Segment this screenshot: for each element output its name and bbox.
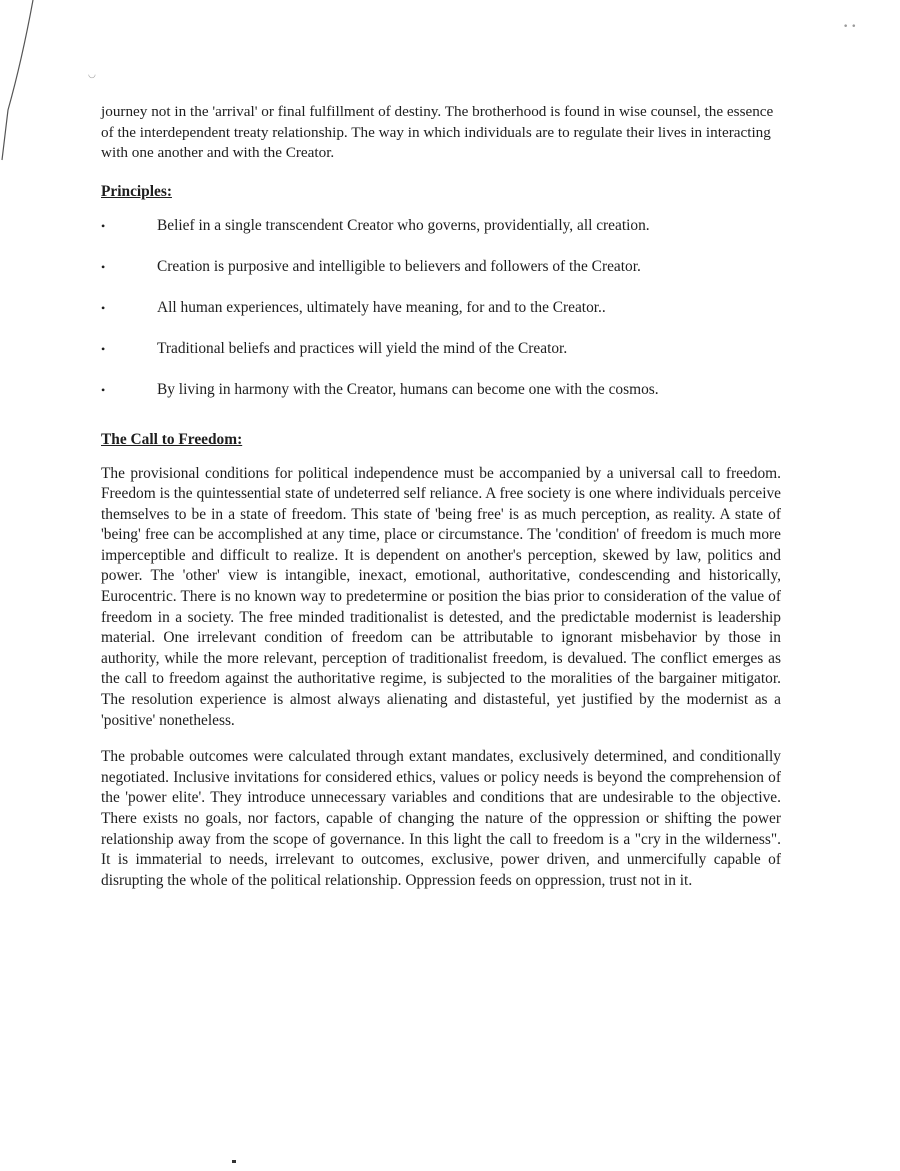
list-item — [101, 380, 781, 400]
list-item-text: All human experiences, ultimately have meaning, for and to the Creator.. — [157, 298, 606, 316]
list-item-text: By living in harmony with the Creator, humans can become one with the cosmos. — [157, 380, 659, 398]
call-to-freedom-heading: The Call to Freedom: — [101, 430, 243, 448]
body-paragraph: The probable outcomes were calculated through extant mandates, exclusively determined, and conditionally negotiated. Inclusive invitations for considered ethics, values or policy needs is beyond the comprehension of the 'power elite'. They introduce unnecessary variables and conditions that are undesirable to the objective. There exists no goals, nor factors, capable of changing the nature of the oppression or shifting the power relationship away from the scope of governance. In this light the call to freedom is a "cry in the wilderness". It is immaterial to needs, irrelevant to outcomes, exclusive, power driven, and unmercifully capable of disrupting the whole of the political relationship. Oppression feeds on oppression, trust not in it. — [101, 748, 781, 889]
list-item — [101, 339, 781, 359]
scan-edge-mark — [0, 0, 40, 180]
principles-heading: Principles: — [101, 182, 172, 200]
bullet-icon: • — [101, 341, 106, 356]
bullet-icon: • — [101, 259, 106, 274]
list-item — [101, 298, 781, 318]
scan-speck: • • — [843, 22, 857, 32]
scan-speck: ◡ — [88, 70, 96, 80]
list-item-text: Belief in a single transcendent Creator who governs, providentially, all creation. — [157, 216, 650, 234]
bullet-icon: • — [101, 300, 106, 315]
list-item — [101, 257, 781, 277]
body-paragraph: The provisional conditions for political independence must be accompanied by a universal call to freedom. Freedom is the quintessential state of undeterred self reliance. A free society is one where individuals perceive themselves to be in a state of freedom. This state of 'being free' is as much perception, as reality. A state of 'being' free can be accomplished at any time, place or circumstance. The 'condition' of freedom is much more imperceptible and difficult to realize. It is dependent on another's perception, skewed by law, politics and power. The 'other' view is intangible, inexact, emotional, authoritative, condescending and historically, Eurocentric. There is no known way to predetermine or position the bias prior to consideration of the value of freedom in a society. The free minded traditionalist is detested, and the predictable modernist is leadership material. One irrelevant condition of freedom can be attributable to ignorant misbehavior by those in authority, while the more relevant, perception of traditionalist freedom, is devalued. The conflict emerges as the call to freedom against the authoritative regime, is subjected to the moralities of the bargainer mitigator. The resolution experience is almost always alienating and distasteful, yet justified by the modernist as a 'positive' nonetheless. — [101, 464, 781, 729]
intro-paragraph: journey not in the 'arrival' or final fulfillment of destiny. The brotherhood is found in wise counsel, the essence of the interdependent treaty relationship. The way in which individuals are to regulate their lives in interacting with one another and with the Creator. — [101, 103, 774, 161]
list-item-text: Traditional beliefs and practices will yield the mind of the Creator. — [157, 339, 568, 357]
document-body — [101, 102, 781, 891]
principles-list — [101, 216, 781, 400]
bullet-icon: • — [101, 382, 106, 397]
list-item — [101, 216, 781, 236]
scan-speck — [232, 1160, 236, 1163]
bullet-icon: • — [101, 218, 106, 233]
list-item-text: Creation is purposive and intelligible to believers and followers of the Creator. — [157, 257, 641, 275]
